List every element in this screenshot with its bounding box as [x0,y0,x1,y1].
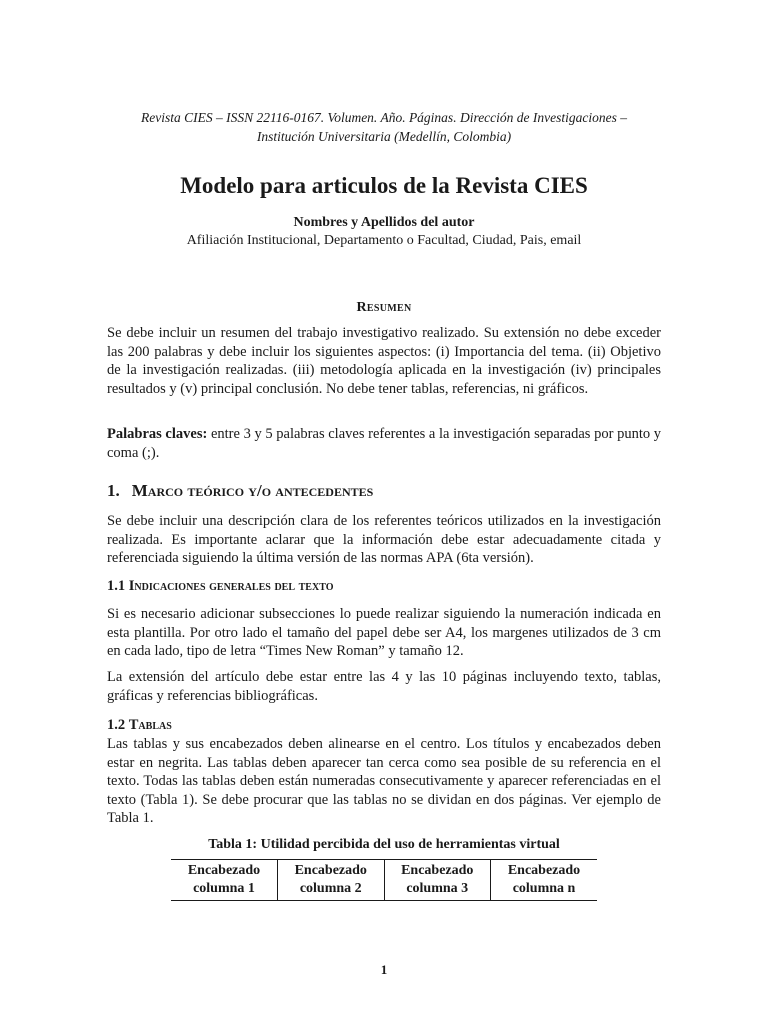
header-line-2: columna 3 [406,881,469,896]
example-table [171,859,597,901]
section-1-1-paragraph-2: La extensión del artículo debe estar entre las 4 y las 10 páginas incluyendo texto, tablas, gráficas y referencias bibliográficas. [107,669,661,704]
journal-header-line-1: Revista CIES – ISSN 22116-0167. Volumen. Año. Páginas. Dirección de Investigaciones – [140,110,628,125]
article-title: Modelo para articulos de la Revista CIES [180,173,588,198]
section-1-2-number: 1.2 [107,717,126,733]
table-header-cell [491,860,598,901]
section-1-title: Marco teórico y/o antecedentes [131,481,374,500]
journal-header-line-2: Institución Universitaria (Medellín, Colombia) [256,129,512,144]
keywords-label: Palabras claves: [107,426,208,442]
journal-header [100,108,668,146]
table-header-cell [171,860,278,901]
section-1-1-number: 1.1 [107,578,126,594]
section-1-1-title: Indicaciones generales del texto [128,578,334,594]
section-1-1-heading [107,578,661,595]
author-affiliation: Afiliación Institucional, Departamento o Facultad, Ciudad, Pais, email [186,233,582,248]
header-line-2: columna 1 [193,881,255,896]
page-number: 1 [380,962,388,977]
header-line-1: Encabezado [187,863,261,878]
header-line-2: columna 2 [299,881,362,896]
header-line-2: columna n [512,881,576,896]
section-1-2-heading [107,717,661,734]
abstract-text: Se debe incluir un resumen del trabajo investigativo realizado. Su extensión no debe exceder las 200 palabras y debe incluir los siguientes aspectos: (i) Importancia del tema. (ii) Objetivo de la investigación realizadas. (iii) metodología aplicada en la investigación (iv) principales resultados y (v) principal conclusión. No debe tener tablas, referencias, ni gráficos. [107,325,661,397]
abstract-heading: Resumen [356,300,412,315]
section-1-1-paragraph-1: Si es necesario adicionar subsecciones lo puede realizar siguiendo la numeración indicada en esta plantilla. Por otro lado el tamaño del papel debe ser A4, los margenes utilizados de 3 cm en cada lado, tipo de letra “Times New Roman” y tamaño 12. [107,606,661,659]
author-name: Nombres y Apellidos del autor [293,215,475,230]
section-1-text: Se debe incluir una descripción clara de los referentes teóricos utilizados en la investigación realizada. Es importante aclarar que la información debe estar adecuadamente citada y referenciada siguiendo la última versión de las normas APA (6ta versión). [107,513,661,566]
table-header-row [171,860,597,901]
table-header-cell [278,860,385,901]
section-1-2-title: Tablas [128,717,172,733]
table-header-cell [384,860,491,901]
header-line-1: Encabezado [401,863,474,878]
keywords-paragraph [107,425,661,462]
header-line-1: Encabezado [507,863,581,878]
section-1-heading [107,481,661,501]
section-1-number: 1. [107,481,120,500]
table-caption: Tabla 1: Utilidad percibida del uso de herramientas virtual [208,837,560,852]
section-1-2-text: Las tablas y sus encabezados deben alinearse en el centro. Los títulos y encabezados deben estar en negrita. Las tablas deben aparecer tan cerca como sea posible de su referencia en el texto. Todas las tablas deben están numeradas consecutivamente y aparecer referenciadas en el texto (Tabla 1). Se debe procurar que las tablas no se dividan en dos páginas. Ver ejemplo de Tabla 1. [107,736,661,826]
header-line-1: Encabezado [294,863,367,878]
keywords-text: entre 3 y 5 palabras claves referentes a la investigación separadas por punto y coma (;). [107,426,661,461]
